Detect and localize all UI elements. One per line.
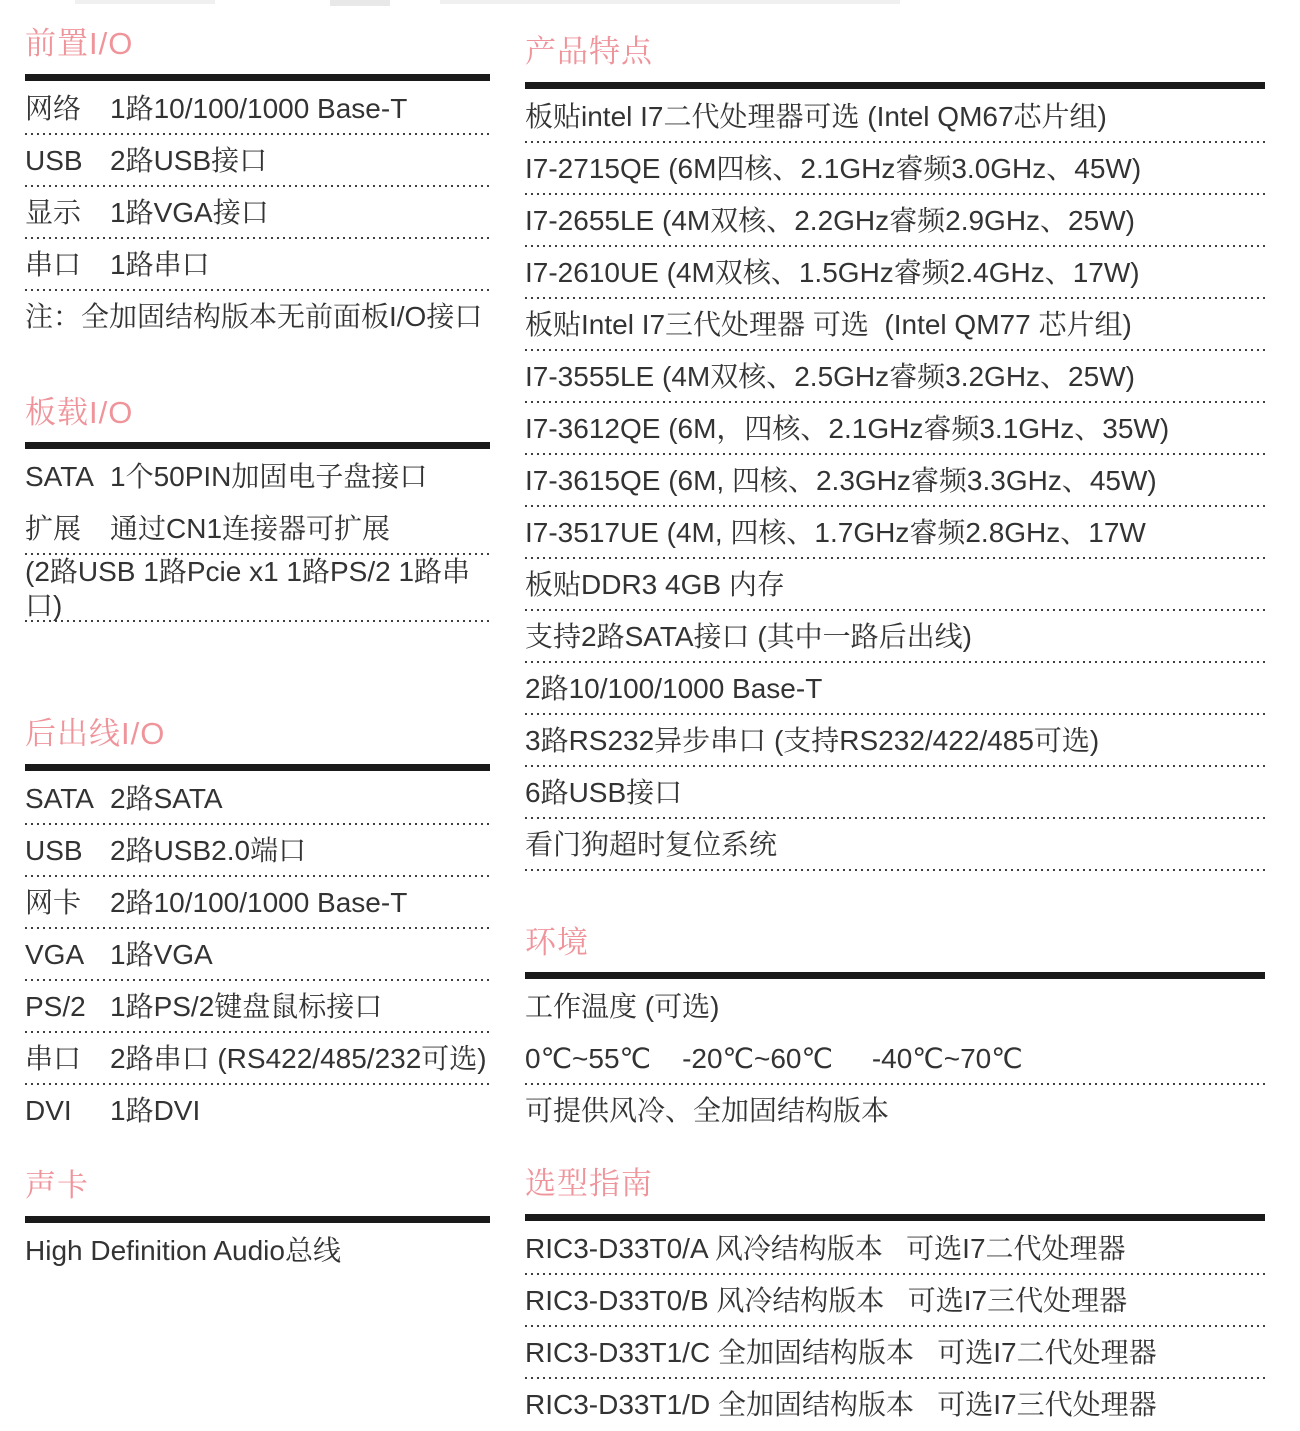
spec-label: SATA (25, 461, 94, 493)
section-rear-io (25, 716, 490, 1137)
feature-row (525, 715, 1265, 767)
spec-row (25, 83, 490, 135)
section-front-io (25, 26, 490, 343)
selection-rows (525, 1223, 1265, 1431)
section-rule (525, 82, 1265, 89)
spec-label: 显示 (25, 196, 82, 228)
feature-text: I7-2715QE (6M四核、2.1GHz睿频3.0GHz、45W) (525, 152, 1142, 184)
section-rule (25, 1216, 490, 1223)
spec-row (25, 555, 490, 622)
feature-row (525, 559, 1265, 611)
feature-row (525, 507, 1265, 559)
spec-row (25, 503, 490, 555)
spec-rows (25, 83, 490, 343)
page-crop-artifact (75, 0, 215, 4)
spec-value: 1路VGA接口 (110, 196, 269, 228)
spec-value: 1路VGA (110, 939, 213, 971)
feature-text: 2路10/100/1000 Base-T (525, 672, 823, 704)
feature-text: I7-3615QE (6M, 四核、2.3GHz睿频3.3GHz、45W) (525, 464, 1157, 496)
page-crop-artifact (330, 0, 390, 6)
spec-value: 1路PS/2键盘鼠标接口 (110, 991, 383, 1023)
section-title: 板载I/O (25, 394, 134, 430)
left-column (25, 26, 490, 1431)
feature-row (525, 403, 1265, 455)
selection-row (525, 1379, 1265, 1431)
section-environment (525, 925, 1265, 1138)
spec-row (25, 773, 490, 825)
feature-row (525, 819, 1265, 871)
environment-text: 可提供风冷、全加固结构版本 (525, 1095, 890, 1127)
spec-value: (2路USB 1路Pcie x1 1路PS/2 1路串口) (25, 556, 471, 621)
feature-row (525, 455, 1265, 507)
spec-row (25, 1225, 490, 1277)
feature-row (525, 91, 1265, 143)
section-rule (525, 972, 1265, 979)
section-rule (25, 74, 490, 81)
feature-row (525, 299, 1265, 351)
temperature-ranges: 0℃~55℃ -20℃~60℃ -40℃~70℃ (525, 1043, 1023, 1075)
feature-row (525, 663, 1265, 715)
section-features (525, 34, 1265, 871)
spec-rows (25, 773, 490, 1137)
spec-value: High Definition Audio总线 (25, 1234, 341, 1266)
spec-label: 串口 (25, 1043, 82, 1075)
feature-text: 支持2路SATA接口 (其中一路后出线) (525, 620, 972, 652)
feature-row (525, 351, 1265, 403)
model-text: RIC3-D33T1/C 全加固结构版本 可选I7二代处理器 (525, 1337, 1157, 1369)
feature-text: 6路USB接口 (525, 776, 683, 808)
section-title: 环境 (525, 924, 589, 960)
section-title: 前置I/O (25, 26, 134, 61)
feature-text: 看门狗超时复位系统 (525, 828, 778, 860)
page-crop-artifact (0, 0, 1300, 8)
environment-text: 工作温度 (可选) (525, 991, 720, 1023)
section-title: 选型指南 (525, 1166, 653, 1202)
spec-row (25, 135, 490, 187)
feature-row (525, 247, 1265, 299)
spec-row (25, 187, 490, 239)
spec-label: DVI (25, 1095, 72, 1127)
environment-row (525, 1033, 1265, 1085)
feature-row (525, 611, 1265, 663)
spec-row (25, 1033, 490, 1085)
page-crop-artifact (440, 0, 900, 4)
spec-value: 1个50PIN加固电子盘接口 (110, 461, 428, 493)
spec-label: PS/2 (25, 991, 86, 1023)
feature-text: I7-3555LE (4M双核、2.5GHz睿频3.2GHz、25W) (525, 360, 1135, 392)
spec-value: 1路串口 (110, 248, 210, 280)
spec-label: VGA (25, 939, 85, 971)
model-text: RIC3-D33T0/B 风冷结构版本 可选I7三代处理器 (525, 1285, 1128, 1317)
section-selection-guide (525, 1166, 1265, 1431)
selection-row (525, 1327, 1265, 1379)
spec-row (25, 239, 490, 291)
spec-value: 1路DVI (110, 1095, 201, 1127)
spec-row (25, 1085, 490, 1137)
spec-row (25, 825, 490, 877)
spec-value: 2路10/100/1000 Base-T (110, 887, 408, 919)
spec-rows (25, 451, 490, 622)
feature-row (525, 767, 1265, 819)
spec-value: 2路SATA (110, 783, 223, 815)
feature-row (525, 143, 1265, 195)
spec-label: USB (25, 144, 83, 176)
section-rule (25, 764, 490, 771)
spec-value: 通过CN1连接器可扩展 (110, 513, 391, 545)
feature-text: 3路RS232异步串口 (支持RS232/422/485可选) (525, 724, 1100, 756)
selection-row (525, 1275, 1265, 1327)
spec-rows (25, 1225, 490, 1277)
environment-row (525, 1085, 1265, 1137)
spec-value: 2路串口 (RS422/485/232可选) (110, 1043, 487, 1075)
spec-value: 2路USB接口 (110, 144, 268, 176)
spec-value: 1路10/100/1000 Base-T (110, 92, 408, 124)
spec-row (25, 291, 490, 343)
section-title: 产品特点 (525, 34, 653, 69)
feature-text: I7-2655LE (4M双核、2.2GHz睿频2.9GHz、25W) (525, 204, 1135, 236)
section-rule (525, 1214, 1265, 1221)
model-text: RIC3-D33T1/D 全加固结构版本 可选I7三代处理器 (525, 1389, 1157, 1421)
section-audio (25, 1168, 490, 1277)
spec-label: 网络 (25, 92, 82, 124)
environment-rows (525, 981, 1265, 1137)
spec-label: SATA (25, 783, 94, 815)
section-rule (25, 442, 490, 449)
section-onboard-io (25, 395, 490, 623)
section-title: 声卡 (25, 1168, 89, 1204)
model-text: RIC3-D33T0/A 风冷结构版本 可选I7二代处理器 (525, 1233, 1126, 1265)
right-column (525, 26, 1265, 1431)
spec-row (25, 451, 490, 503)
feature-text: I7-3517UE (4M, 四核、1.7GHz睿频2.8GHz、17W (525, 516, 1146, 548)
spec-label: 网卡 (25, 887, 82, 919)
selection-row (525, 1223, 1265, 1275)
spec-row (25, 877, 490, 929)
spec-value: 2路USB2.0端口 (110, 835, 307, 867)
environment-row (525, 981, 1265, 1033)
spec-row (25, 981, 490, 1033)
feature-text: 板贴intel I7二代处理器可选 (Intel QM67芯片组) (525, 100, 1107, 132)
feature-text: 板贴DDR3 4GB 内存 (525, 568, 785, 600)
feature-text: I7-3612QE (6M，四核、2.1GHz睿频3.1GHz、35W) (525, 412, 1170, 444)
spec-row (25, 929, 490, 981)
spec-note: 注：全加固结构版本无前面板I/O接口 (25, 300, 483, 332)
spec-label: 串口 (25, 248, 82, 280)
feature-text: I7-2610UE (4M双核、1.5GHz睿频2.4GHz、17W) (525, 256, 1140, 288)
section-title: 后出线I/O (25, 716, 166, 752)
feature-rows (525, 91, 1265, 871)
feature-text: 板贴Intel I7三代处理器 可选 (Intel QM77 芯片组) (525, 308, 1132, 340)
spec-label: USB (25, 835, 83, 867)
spec-label: 扩展 (25, 513, 82, 545)
feature-row (525, 195, 1265, 247)
